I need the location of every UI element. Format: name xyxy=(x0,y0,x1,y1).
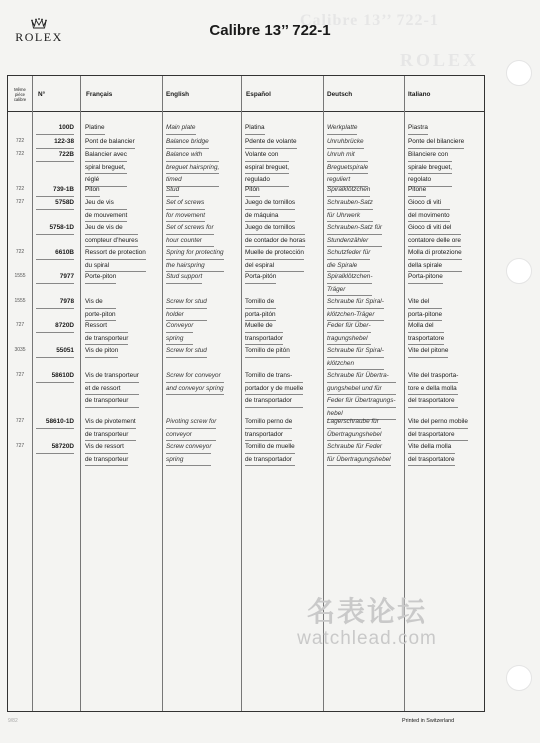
same-part-cell-text: 727 xyxy=(15,372,25,378)
italian-cell xyxy=(408,222,461,247)
english-cell-line: spring xyxy=(166,333,193,346)
part-number xyxy=(36,184,74,197)
english-cell-line: conveyor xyxy=(166,429,216,442)
part-number-text: 8720D xyxy=(36,320,74,333)
spanish-cell-line: Volante con xyxy=(245,149,289,162)
english-cell-line: Stud xyxy=(166,184,179,197)
english-cell-line: Balance bridge xyxy=(166,136,209,149)
binder-hole-middle xyxy=(506,258,532,284)
spanish-cell-line: Juego de tornillos xyxy=(245,222,305,235)
spanish-cell-line: de transportador xyxy=(245,454,295,467)
page-code: 9/82 xyxy=(8,718,18,724)
german-cell-line: gungshebel und für xyxy=(327,383,396,396)
brand-name: ROLEX xyxy=(15,30,63,44)
spanish-cell-line: de contador de horas xyxy=(245,235,305,248)
spanish-cell xyxy=(245,320,283,345)
german-cell-line: Unruhbrücke xyxy=(327,136,364,149)
part-number-text: 58720D xyxy=(36,441,74,454)
english-cell xyxy=(166,271,202,284)
english-cell xyxy=(166,184,179,197)
part-number xyxy=(36,197,74,210)
spanish-cell-line: Muelle de protección xyxy=(245,247,304,260)
english-cell-line: Balance with xyxy=(166,149,219,162)
spanish-cell xyxy=(245,370,303,408)
italian-cell xyxy=(408,122,428,135)
italian-cell-line: del trasportatore xyxy=(408,454,455,467)
french-cell xyxy=(85,136,135,149)
french-cell-line: Pont de balancier xyxy=(85,136,135,149)
german-cell-line: Spiralklötzchen xyxy=(327,184,370,197)
german-cell xyxy=(327,271,372,296)
english-cell xyxy=(166,370,224,395)
binder-hole-bottom xyxy=(506,665,532,691)
watermark xyxy=(267,590,467,650)
german-cell-line: für Uhrwerk xyxy=(327,210,373,223)
german-cell-line: die Spirale xyxy=(327,260,370,273)
header-italian: Italiano xyxy=(408,91,431,98)
french-cell-line: de transporteur xyxy=(85,454,128,467)
part-number-text: 739-1B xyxy=(36,184,74,197)
same-part-cell-text: 722 xyxy=(15,186,25,192)
watermark-chinese: 名表论坛 xyxy=(306,596,427,627)
italian-cell-line: Vite del perno mobile xyxy=(408,416,468,429)
watermark-site: watchlead.com xyxy=(297,628,437,649)
english-cell-line: breguet hairspring, xyxy=(166,162,219,175)
english-cell xyxy=(166,197,205,222)
binder-hole-top xyxy=(506,60,532,86)
french-cell-line: Jeu de vis xyxy=(85,197,127,210)
french-cell xyxy=(85,197,127,222)
italian-cell-line: Bilanciere con xyxy=(408,149,452,162)
same-part-cell-text: 722 xyxy=(15,151,25,157)
spanish-cell xyxy=(245,122,265,135)
english-cell-line: and conveyor spring xyxy=(166,383,224,396)
part-number-text: 7978 xyxy=(36,296,74,309)
spanish-cell xyxy=(245,247,304,272)
french-cell-line: Ressort de protection xyxy=(85,247,146,260)
part-number xyxy=(36,271,74,284)
french-cell xyxy=(85,247,146,272)
english-cell xyxy=(166,345,207,358)
german-cell xyxy=(327,441,391,466)
english-cell-line: timed xyxy=(166,174,219,187)
french-cell-line: Jeu de vis de xyxy=(85,222,138,235)
part-number-text: 58610-1D xyxy=(36,416,74,429)
italian-cell-line: trasportatore xyxy=(408,333,444,346)
part-number xyxy=(36,320,74,333)
english-cell-line: hour counter xyxy=(166,235,214,248)
german-cell xyxy=(327,197,373,222)
french-cell-line: de transporteur xyxy=(85,429,136,442)
show-through-title: Calibre 13’’ 722-1 xyxy=(300,12,439,29)
french-cell xyxy=(85,184,100,197)
french-cell xyxy=(85,370,139,408)
part-number xyxy=(36,441,74,454)
french-cell-line: Vis de piton xyxy=(85,345,118,358)
italian-cell-line: porta-pitone xyxy=(408,309,442,322)
english-cell-line: Screw for stud xyxy=(166,296,207,309)
english-cell-line: Stud support xyxy=(166,271,202,284)
same-part-cell xyxy=(10,416,30,428)
german-cell xyxy=(327,370,396,420)
german-cell xyxy=(327,122,357,135)
german-cell-line: Träger xyxy=(327,284,372,297)
french-cell xyxy=(85,441,128,466)
same-part-cell-text: 727 xyxy=(15,322,25,328)
column-divider xyxy=(162,76,163,711)
header-english: English xyxy=(166,91,190,98)
german-cell xyxy=(327,416,381,441)
english-cell-line: Spring for protecting xyxy=(166,247,224,260)
german-cell-line: Werkplatte xyxy=(327,122,357,135)
same-part-cell xyxy=(10,197,30,209)
english-cell-line: spring xyxy=(166,454,211,467)
spanish-cell-line: de transportador xyxy=(245,395,303,408)
part-number-text: 5758-1D xyxy=(36,222,74,235)
english-cell xyxy=(166,296,207,321)
german-cell xyxy=(327,136,364,149)
italian-cell xyxy=(408,149,452,187)
italian-cell-line: Vite del pitone xyxy=(408,345,448,358)
french-cell-line: Vis de xyxy=(85,296,116,309)
spanish-cell xyxy=(245,416,292,441)
part-number-text: 58610D xyxy=(36,370,74,383)
italian-cell xyxy=(408,370,458,408)
italian-cell xyxy=(408,197,450,222)
spanish-cell-line: de máquina xyxy=(245,210,295,223)
french-cell-line: Porte-piton xyxy=(85,271,116,284)
part-number xyxy=(36,122,74,135)
german-cell xyxy=(327,247,370,272)
part-number xyxy=(36,136,74,149)
french-cell xyxy=(85,122,105,135)
part-number-text: 100D xyxy=(36,122,74,135)
italian-cell-line: Vite del xyxy=(408,296,442,309)
italian-cell-line: tore e della molla xyxy=(408,383,458,396)
spanish-cell-line: Pitón xyxy=(245,184,260,197)
french-cell-line: Balancier avec xyxy=(85,149,127,162)
english-cell-line: Set of screws for xyxy=(166,222,214,235)
spanish-cell-line: Tornillo de trans- xyxy=(245,370,303,383)
printed-note: Printed in Switzerland xyxy=(402,718,455,724)
english-cell-line: Pivoting screw for xyxy=(166,416,216,429)
part-number xyxy=(36,247,74,260)
italian-cell-line: Vite del trasporta- xyxy=(408,370,458,383)
german-cell-line: tragungshebel xyxy=(327,333,371,346)
italian-cell xyxy=(408,416,468,441)
header-french: Français xyxy=(86,91,113,98)
french-cell-line: Vis de pivotement xyxy=(85,416,136,429)
spanish-cell-line: espiral breguet, xyxy=(245,162,289,175)
german-cell xyxy=(327,296,384,321)
english-cell xyxy=(166,122,196,135)
italian-cell xyxy=(408,184,426,197)
spanish-cell-line: regulado xyxy=(245,174,289,187)
german-cell-line: Schraube für Spiral- xyxy=(327,296,384,309)
french-cell-line: et de ressort xyxy=(85,383,139,396)
english-cell xyxy=(166,136,209,149)
italian-cell-line: Gioco di viti xyxy=(408,197,450,210)
german-cell-line: Übertragungshebel xyxy=(327,429,381,442)
header-spanish: Español xyxy=(246,91,271,98)
italian-cell-line: del trasportatore xyxy=(408,429,468,442)
italian-cell xyxy=(408,296,442,321)
spanish-cell-line: Tornillo de muelle xyxy=(245,441,295,454)
german-cell xyxy=(327,222,382,247)
spanish-cell xyxy=(245,136,297,149)
english-cell-line: Main plate xyxy=(166,122,196,135)
same-part-cell xyxy=(10,271,30,283)
same-part-cell xyxy=(10,345,30,357)
spanish-cell-line: Tornillo de xyxy=(245,296,276,309)
english-cell-line: holder xyxy=(166,309,207,322)
spanish-cell-line: Tornillo perno de xyxy=(245,416,292,429)
german-cell xyxy=(327,184,370,197)
french-cell-line: réglé xyxy=(85,174,127,187)
part-number-text: 122-38 xyxy=(36,136,74,149)
english-cell xyxy=(166,247,224,272)
italian-cell-line: Gioco di viti del xyxy=(408,222,461,235)
french-cell-line: de mouvement xyxy=(85,210,127,223)
french-cell xyxy=(85,149,127,187)
italian-cell xyxy=(408,441,455,466)
part-number xyxy=(36,345,74,358)
column-divider xyxy=(241,76,242,711)
spanish-cell xyxy=(245,149,289,187)
german-cell-line: für Übertragungshebel xyxy=(327,454,391,467)
spanish-cell xyxy=(245,441,295,466)
german-cell-line: klötzchen-Träger xyxy=(327,309,384,322)
header-number: N° xyxy=(38,91,46,98)
french-cell-line: de transporteur xyxy=(85,395,139,408)
german-cell-line: Breguetspirale xyxy=(327,162,368,175)
german-cell-line: reguliert xyxy=(327,174,368,187)
same-part-cell-text: 727 xyxy=(15,199,25,205)
english-cell xyxy=(166,222,214,247)
italian-cell-line: Ponte del bilanciere xyxy=(408,136,464,149)
italian-cell xyxy=(408,247,462,272)
part-number-text: 5758D xyxy=(36,197,74,210)
italian-cell-line: Porta-pitone xyxy=(408,271,443,284)
column-divider xyxy=(80,76,81,711)
german-cell-line: Unruh mit xyxy=(327,149,368,162)
same-part-cell-text: 722 xyxy=(15,249,25,255)
german-cell-line: Lagerschraube für xyxy=(327,416,381,429)
italian-cell xyxy=(408,136,464,149)
english-cell xyxy=(166,441,211,466)
english-cell-line: Screw for conveyor xyxy=(166,370,224,383)
italian-cell-line: del trasportatore xyxy=(408,395,458,408)
header-german: Deutsch xyxy=(327,91,353,98)
same-part-cell-text: 1555 xyxy=(14,273,26,279)
same-part-cell-text: 722 xyxy=(15,138,25,144)
part-number xyxy=(36,370,74,383)
spanish-cell-line: porta-pitón xyxy=(245,309,276,322)
italian-cell-line: Vite della molla xyxy=(408,441,455,454)
german-cell xyxy=(327,345,384,370)
german-cell-line: Schrauben-Satz für xyxy=(327,222,382,235)
german-cell-line: klötzchen xyxy=(327,358,384,371)
part-number-text: 55051 xyxy=(36,345,74,358)
same-part-cell-text: 1555 xyxy=(14,298,26,304)
part-number xyxy=(36,149,74,162)
english-cell-line: Screw for stud xyxy=(166,345,207,358)
part-number-text: 6610B xyxy=(36,247,74,260)
english-cell-line: Conveyor xyxy=(166,320,193,333)
french-cell xyxy=(85,416,136,441)
english-cell xyxy=(166,149,219,187)
german-cell-line: Schrauben-Satz xyxy=(327,197,373,210)
part-number xyxy=(36,296,74,309)
italian-cell-line: spirale breguet, xyxy=(408,162,452,175)
german-cell xyxy=(327,149,368,187)
german-cell-line: Spiralklötzchen- xyxy=(327,271,372,284)
italian-cell-line: della spirale xyxy=(408,260,462,273)
french-cell-line: Piton xyxy=(85,184,100,197)
spanish-cell-line: Porta-pitón xyxy=(245,271,276,284)
french-cell xyxy=(85,222,138,247)
same-part-cell xyxy=(10,370,30,382)
german-cell-line: Feder für Über- xyxy=(327,320,371,333)
french-cell-line: de transporteur xyxy=(85,333,128,346)
german-cell-line: Feder für Übertragungs- xyxy=(327,395,396,408)
english-cell xyxy=(166,320,193,345)
same-part-cell-text: 727 xyxy=(15,443,25,449)
show-through-brand: ROLEX xyxy=(400,50,480,70)
french-cell xyxy=(85,271,116,284)
german-cell xyxy=(327,320,371,345)
french-cell-line: Platine xyxy=(85,122,105,135)
english-cell xyxy=(166,416,216,441)
french-cell xyxy=(85,345,118,358)
french-cell-line: Vis de ressort xyxy=(85,441,128,454)
page-title: Calibre 13’’ 722-1 xyxy=(209,22,331,39)
spanish-cell xyxy=(245,222,305,247)
italian-cell-line: del movimento xyxy=(408,210,450,223)
spanish-cell-line: portador y de muelle xyxy=(245,383,303,396)
german-cell-line: Stundenzähler xyxy=(327,235,382,248)
spanish-cell-line: transportador xyxy=(245,429,292,442)
italian-cell xyxy=(408,345,448,358)
french-cell-line: Ressort xyxy=(85,320,128,333)
part-number-text: 7977 xyxy=(36,271,74,284)
italian-cell-line: Pitone xyxy=(408,184,426,197)
spanish-cell-line: del espiral xyxy=(245,260,304,273)
french-cell xyxy=(85,320,128,345)
german-cell-line: Schraube für Feder xyxy=(327,441,391,454)
same-part-cell xyxy=(10,296,30,308)
italian-cell-line: Molla di protezione xyxy=(408,247,462,260)
italian-cell-line: Molla del xyxy=(408,320,444,333)
italian-cell-line: regolato xyxy=(408,174,452,187)
french-cell-line: compteur d’heures xyxy=(85,235,138,248)
spanish-cell-line: transportador xyxy=(245,333,283,346)
german-cell-line: Schraube für Übertra- xyxy=(327,370,396,383)
column-divider xyxy=(32,76,33,711)
english-cell-line: Screw conveyor xyxy=(166,441,211,454)
spanish-cell-line: Muelle de xyxy=(245,320,283,333)
spanish-cell-line: Platina xyxy=(245,122,265,135)
french-cell-line: du spiral xyxy=(85,260,146,273)
german-cell-line: Schutzfeder für xyxy=(327,247,370,260)
french-cell-line: spiral breguet, xyxy=(85,162,127,175)
french-cell-line: porte-piton xyxy=(85,309,116,322)
italian-cell xyxy=(408,271,443,284)
spanish-cell xyxy=(245,271,276,284)
same-part-cell xyxy=(10,136,30,148)
header-same-part: Même pièce calibre xyxy=(13,87,27,102)
german-cell-line: hebel xyxy=(327,408,396,421)
same-part-cell-text: 3035 xyxy=(14,347,26,353)
part-number xyxy=(36,222,74,235)
english-cell-line: the hairspring xyxy=(166,260,224,273)
same-part-cell-text: 727 xyxy=(15,418,25,424)
italian-cell xyxy=(408,320,444,345)
spanish-cell xyxy=(245,296,276,321)
french-cell xyxy=(85,296,116,321)
english-cell-line: for movement xyxy=(166,210,205,223)
german-cell-line: Schraube für Spiral- xyxy=(327,345,384,358)
italian-cell-line: contatore delle ore xyxy=(408,235,461,248)
italian-cell-line: Piastra xyxy=(408,122,428,135)
part-number-text: 722B xyxy=(36,149,74,162)
spanish-cell xyxy=(245,345,290,358)
french-cell-line: Vis de transporteur xyxy=(85,370,139,383)
part-number xyxy=(36,416,74,429)
spanish-cell-line: Pdente de volante xyxy=(245,136,297,149)
same-part-cell xyxy=(10,441,30,453)
spanish-cell xyxy=(245,197,295,222)
same-part-cell xyxy=(10,149,30,161)
english-cell-line: Set of screws xyxy=(166,197,205,210)
same-part-cell xyxy=(10,247,30,259)
spanish-cell-line: Tornillo de pitón xyxy=(245,345,290,358)
spanish-cell-line: Juego de tornillos xyxy=(245,197,295,210)
same-part-cell xyxy=(10,184,30,196)
same-part-cell xyxy=(10,320,30,332)
spanish-cell xyxy=(245,184,260,197)
